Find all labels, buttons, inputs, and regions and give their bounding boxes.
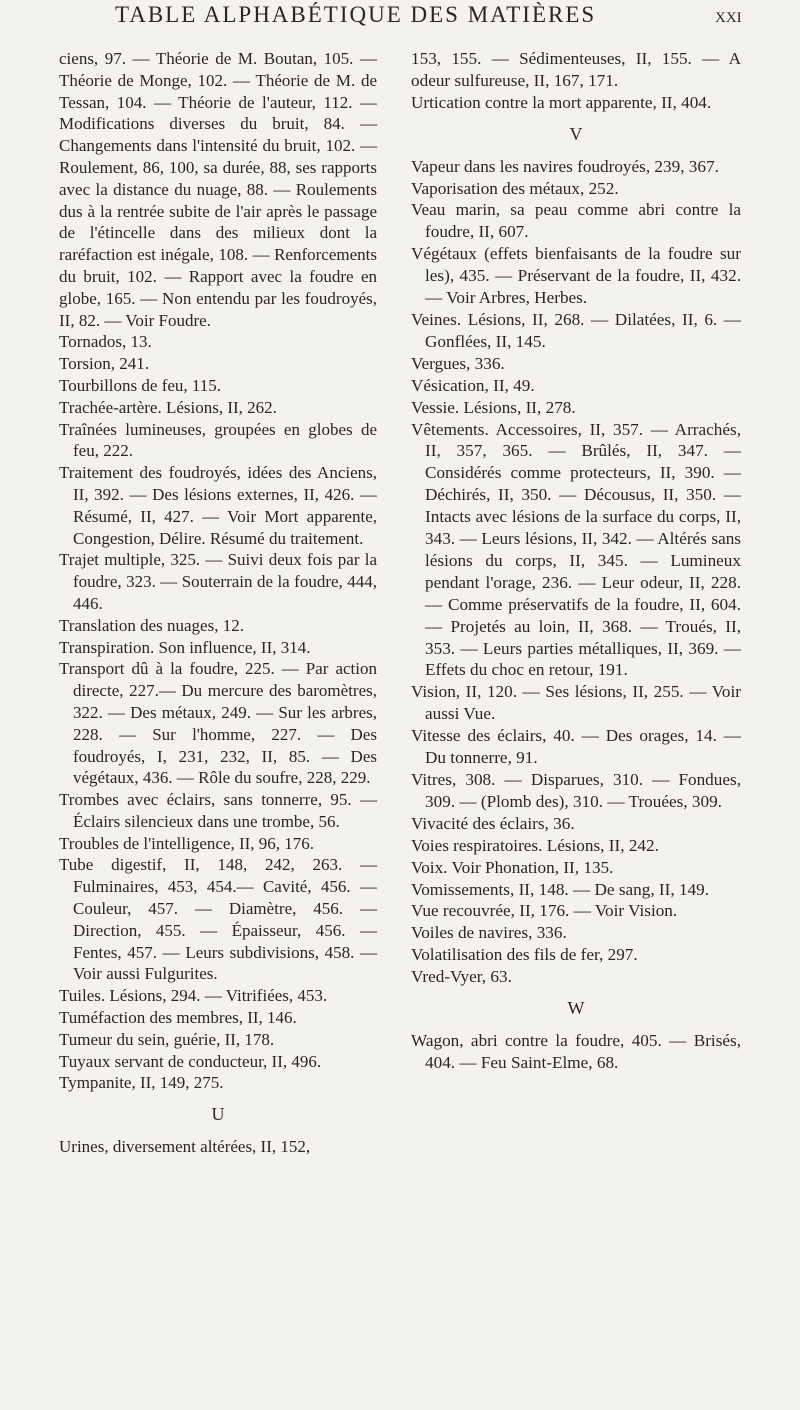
index-entry: Vitres, 308. — Disparues, 310. — Fondues, 309. — (Plomb des), 310. — Trouées, 309. bbox=[411, 770, 741, 811]
index-entry: Vred-Vyer, 63. bbox=[411, 967, 512, 987]
index-entry: Tuiles. Lésions, 294. — Vitrifiées, 453. bbox=[59, 986, 328, 1006]
index-entry: Veau marin, sa peau comme abri contre la foudre, II, 607. bbox=[411, 200, 741, 242]
entry-list-v bbox=[411, 156, 741, 988]
index-entry: Trajet multiple, 325. — Suivi deux fois par la foudre, 323. — Souterrain de la foudre, 444, 446. bbox=[59, 550, 377, 613]
index-entry: Vessie. Lésions, II, 278. bbox=[411, 397, 576, 417]
index-entry: Tumeur du sein, guérie, II, 178. bbox=[59, 1029, 275, 1049]
index-entry: Vapeur dans les navires foudroyés, 239, 367. bbox=[411, 156, 719, 176]
left-column bbox=[59, 48, 377, 1158]
entry-list-w bbox=[411, 1030, 741, 1074]
index-entry: Traînées lumineuses, groupées en globes de feu, 222. bbox=[59, 419, 377, 461]
index-entry: Urines, diversement altérées, II, 152, bbox=[59, 1137, 311, 1157]
index-entry: Tornados, 13. bbox=[59, 332, 152, 352]
section-letter-v: V bbox=[569, 123, 583, 144]
entry-list-t bbox=[59, 331, 377, 1094]
index-entry: Torsion, 241. bbox=[59, 354, 149, 374]
index-entry: Vaporisation des métaux, 252. bbox=[411, 178, 619, 198]
index-entry: Troubles de l'intelligence, II, 96, 176. bbox=[59, 833, 315, 853]
index-entry: Vision, II, 120. — Ses lésions, II, 255. — Voir aussi Vue. bbox=[411, 682, 741, 724]
index-entry: Transport dû à la foudre, 225. — Par action directe, 227.— Du mercure des baromètres, 322. — Des métaux, 249. — Sur les arbres, 228. — Sur l'homme, 227. — Des foudroyés, I, 231, 232, II, 85. — Des végétaux, 436. — Rôle du soufre, 228, 229. bbox=[59, 659, 377, 788]
section-letter-u: U bbox=[211, 1104, 225, 1125]
header-title: TABLE ALPHABÉTIQUE DES MATIÈRES bbox=[115, 2, 597, 27]
index-entry: Wagon, abri contre la foudre, 405. — Brisés, 404. — Feu Saint-Elme, 68. bbox=[411, 1030, 741, 1072]
index-entry: Volatilisation des fils de fer, 297. bbox=[411, 945, 638, 965]
entry-list-u bbox=[59, 1136, 377, 1158]
entry-list-u-cont bbox=[411, 92, 741, 114]
section-letter-w: W bbox=[567, 998, 585, 1019]
index-entry: Voix. Voir Phonation, II, 135. bbox=[411, 857, 614, 877]
index-entry: Vitesse des éclairs, 40. — Des orages, 14. — Du tonnerre, 91. bbox=[411, 726, 741, 768]
index-entry: Tuméfaction des membres, II, 146. bbox=[59, 1008, 297, 1028]
index-entry: Vergues, 336. bbox=[411, 353, 505, 373]
index-entry: Végétaux (effets bienfaisants de la foudre sur les), 435. — Préservant de la foudre, II, 432. — Voir Arbres, Herbes. bbox=[411, 244, 741, 308]
index-entry: Vomissements, II, 148. — De sang, II, 149. bbox=[411, 879, 710, 899]
index-entry: Trachée-artère. Lésions, II, 262. bbox=[59, 397, 277, 417]
index-entry: Vivacité des éclairs, 36. bbox=[411, 813, 575, 833]
index-entry: Translation des nuages, 12. bbox=[59, 615, 244, 635]
index-entry: Tourbillons de feu, 115. bbox=[59, 375, 222, 395]
index-entry: Vésication, II, 49. bbox=[411, 375, 535, 395]
index-entry: Urtication contre la mort apparente, II, 404. bbox=[411, 92, 712, 112]
index-entry: Tube digestif, II, 148, 242, 263. — Fulminaires, 453, 454.— Cavité, 456. — Couleur, 457. — Diamètre, 456. — Direction, 455. — Épaisseur, 456. — Fentes, 457. — Leurs subdivisions, 458. — Voir aussi Fulgurites. bbox=[59, 855, 377, 984]
index-entry: Vue recouvrée, II, 176. — Voir Vision. bbox=[411, 901, 678, 921]
index-entry: Tuyaux servant de conducteur, II, 496. bbox=[59, 1051, 322, 1071]
right-column bbox=[411, 48, 741, 1074]
index-entry: Transpiration. Son influence, II, 314. bbox=[59, 637, 311, 657]
index-entry: Veines. Lésions, II, 268. — Dilatées, II, 6. — Gonflées, II, 145. bbox=[411, 309, 741, 351]
index-entry: Voiles de navires, 336. bbox=[411, 923, 567, 943]
index-entry: Vêtements. Accessoires, II, 357. — Arrachés, II, 357, 365. — Brûlés, II, 347. — Considérés comme protecteurs, II, 390. — Déchirés, II, 350. — Décousus, II, 350. — Intacts avec lésions de la surface du corps, II, 343. — Leurs lésions, II, 342. — Altérés sans lésions du corps, II, 345. — Lumineux pendant l'orage, 236. — Leur odeur, II, 228. — Comme préservatifs de la foudre, II, 604. — Projetés au loin, II, 368. — Troués, II, 353. — Leurs parties métalliques, II, 369. — Effets du choc en retour, 191. bbox=[411, 419, 741, 680]
index-entry: Traitement des foudroyés, idées des Anciens, II, 392. — Des lésions externes, II, 426. — Résumé, II, 427. — Voir Mort apparente, Congestion, Délire. Résumé du traitement. bbox=[59, 463, 377, 548]
continued-entry: ciens, 97. — Théorie de M. Boutan, 105. — Théorie de Monge, 102. — Théorie de M. de Tessan, 104. — Théorie de l'auteur, 112. — Modifications diverses du bruit, 84. — Changements dans l'intensité du bruit, 102. — Roulement, 86, 100, sa durée, 88, ses rapports avec la distance du nuage, 88. — Roulements dus à la rentrée subite de l'air après le passage de l'étincelle dans des milieux dont la raréfaction est inégale, 108. — Renforcements du bruit, 102. — Rapport avec la foudre en globe, 165. — Non entendu par les foudroyés, II, 82. — Voir Foudre. bbox=[59, 49, 377, 330]
index-entry: Voies respiratoires. Lésions, II, 242. bbox=[411, 835, 659, 855]
page-number: XXI bbox=[715, 10, 742, 26]
index-entry: Trombes avec éclairs, sans tonnerre, 95. — Éclairs silencieux dans une trombe, 56. bbox=[59, 790, 377, 831]
index-entry: Tympanite, II, 149, 275. bbox=[59, 1073, 224, 1093]
continued-entry: 153, 155. — Sédimenteuses, II, 155. — A odeur sulfureuse, II, 167, 171. bbox=[411, 49, 741, 90]
running-header bbox=[115, 2, 742, 28]
